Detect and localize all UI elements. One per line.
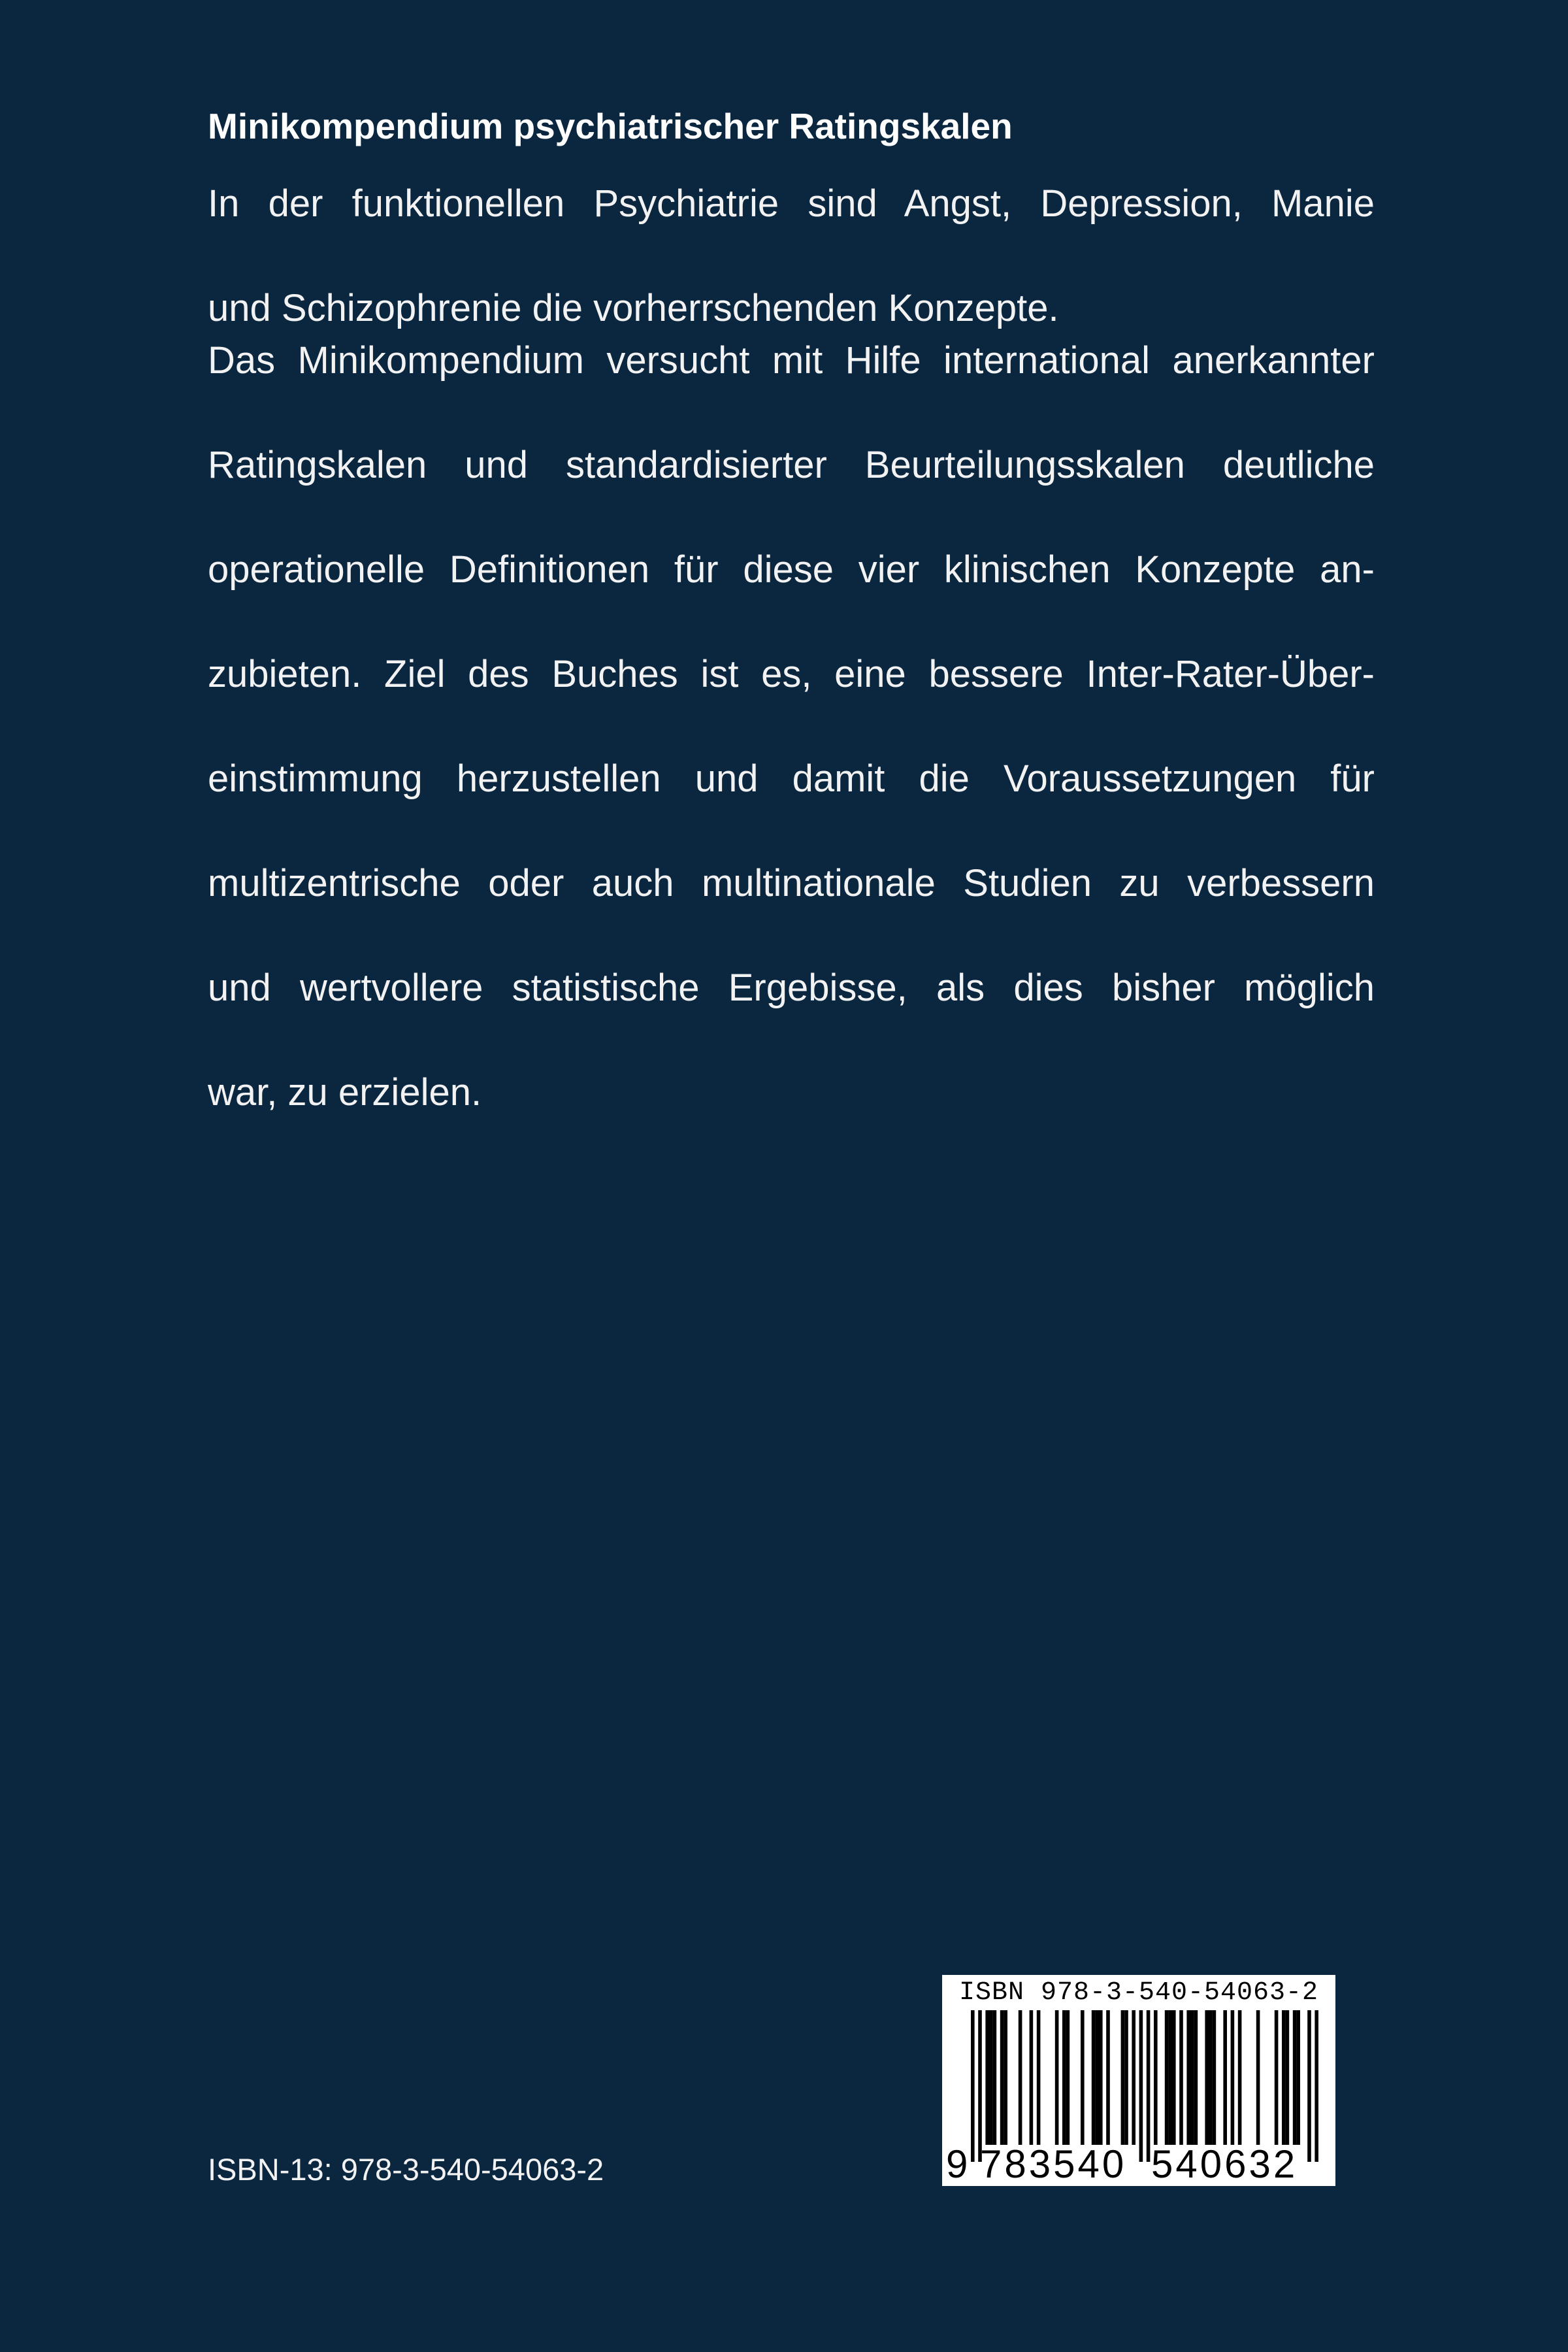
blurb-line: operationelle Definitionen für diese vier klinischen Konzepte an- — [208, 548, 1375, 591]
barcode-bar — [1190, 2010, 1194, 2145]
barcode-bar — [1165, 2010, 1169, 2145]
barcode-bar — [971, 2010, 975, 2162]
blurb-text — [208, 178, 1375, 1119]
barcode-bar — [1139, 2010, 1143, 2162]
barcode-bar — [1081, 2010, 1085, 2145]
isbn-13-text: ISBN-13: 978-3-540-54063-2 — [208, 2152, 604, 2187]
barcode-bar — [1275, 2010, 1279, 2145]
barcode-bar — [1293, 2010, 1297, 2145]
barcode-bar — [985, 2010, 989, 2145]
blurb-line: war, zu erzielen. — [208, 1071, 482, 1114]
barcode-isbn-label: ISBN 978-3-540-54063-2 — [958, 1978, 1319, 2008]
barcode-bar — [1231, 2010, 1235, 2145]
book-title: Minikompendium psychiatrischer Ratingskalen — [208, 106, 1013, 146]
barcode-bar — [1092, 2010, 1096, 2145]
barcode-bar — [1055, 2010, 1059, 2145]
blurb-line: zubieten. Ziel des Buches ist es, eine bessere Inter-Rater-Über- — [208, 653, 1375, 695]
barcode-bar — [1099, 2010, 1103, 2145]
barcode-bar — [1315, 2010, 1318, 2162]
barcode-bar — [1286, 2010, 1290, 2145]
barcode-bar — [1194, 2010, 1198, 2145]
barcode-bar — [1213, 2010, 1217, 2145]
blurb-line: und Schizophrenie die vorherrschenden Konzepte. — [208, 287, 1059, 329]
barcode-bar — [1179, 2010, 1183, 2145]
barcode-bar — [1209, 2010, 1213, 2145]
barcode-bar — [1186, 2010, 1190, 2145]
barcode-bar — [1205, 2010, 1209, 2145]
barcode-bar — [1066, 2010, 1070, 2145]
barcode-digits-right: 540632 — [1151, 2142, 1298, 2186]
barcode-digits-left: 783540 — [980, 2142, 1127, 2186]
barcode-bar — [1019, 2010, 1022, 2145]
barcode-bar — [1172, 2010, 1176, 2145]
barcode-bar — [1154, 2010, 1158, 2145]
blurb-line: einstimmung herzustellen und damit die Voraussetzungen für — [208, 757, 1375, 800]
barcode-digits — [946, 2144, 1331, 2185]
barcode-bar — [1095, 2010, 1099, 2145]
blurb-line: In der funktionellen Psychiatrie sind Angst, Depression, Manie — [208, 182, 1375, 225]
barcode-bar — [1000, 2010, 1004, 2145]
barcode-bar — [1030, 2010, 1034, 2145]
barcode-bar — [1121, 2010, 1125, 2145]
barcode-bar — [1168, 2010, 1172, 2145]
barcode-bar — [1256, 2010, 1260, 2145]
blurb-line: und wertvollere statistische Ergebisse, als dies bisher möglich — [208, 967, 1375, 1009]
barcode-bar — [989, 2010, 993, 2145]
blurb-line: Das Minikompendium versucht mit Hilfe international anerkannter — [208, 339, 1375, 382]
barcode-bar — [1062, 2010, 1066, 2145]
barcode-bar — [1282, 2010, 1286, 2145]
blurb-line: multizentrische oder auch multinationale Studien zu verbessern — [208, 862, 1375, 904]
barcode — [942, 1975, 1335, 2186]
barcode-bar — [978, 2010, 982, 2162]
barcode-bar — [1106, 2010, 1110, 2145]
barcode-bar — [1037, 2010, 1041, 2145]
barcode-digit-first: 9 — [946, 2142, 968, 2186]
blurb-line: Ratingskalen und standardisierter Beurteilungsskalen deutliche — [208, 444, 1375, 486]
barcode-bar — [1124, 2010, 1128, 2145]
barcode-bar — [1296, 2010, 1300, 2145]
barcode-bar — [1238, 2010, 1242, 2145]
barcode-bar — [993, 2010, 997, 2145]
barcode-bar — [1223, 2010, 1227, 2145]
barcode-bar — [1147, 2010, 1151, 2162]
barcode-bar — [1004, 2010, 1007, 2145]
barcode-bar — [1307, 2010, 1311, 2162]
barcode-bar — [1132, 2010, 1135, 2145]
